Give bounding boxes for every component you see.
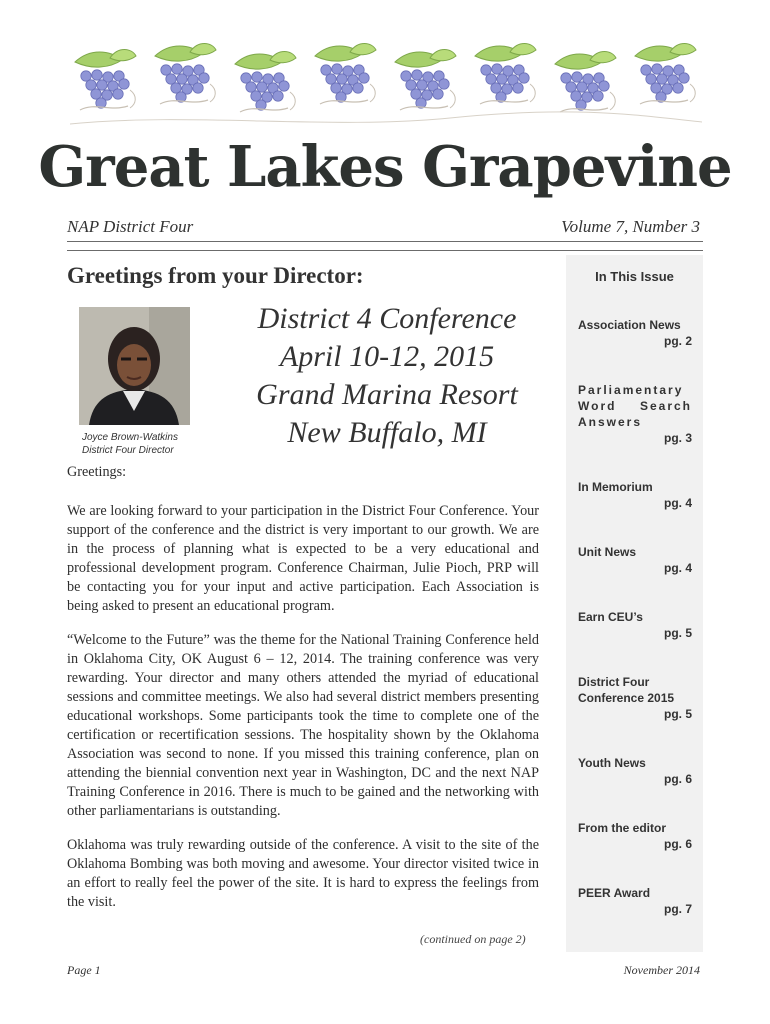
header-rule	[67, 250, 703, 251]
director-photo	[79, 307, 190, 425]
conference-line: Grand Marina Resort	[256, 378, 518, 411]
grapevine-banner	[70, 38, 702, 138]
salutation: Greetings:	[67, 464, 127, 480]
conference-line: April 10-12, 2015	[279, 340, 495, 373]
issue-date: November 2014	[623, 963, 700, 977]
sidebar-item[interactable]: From the editor pg. 6	[578, 821, 692, 851]
sidebar-item[interactable]: Parliamentary Word Search Answers pg. 3	[578, 383, 692, 445]
sidebar-item[interactable]: District Four Conference 2015 pg. 5	[578, 675, 692, 721]
in-this-issue-sidebar	[566, 255, 703, 952]
article-paragraph: “Welcome to the Future” was the theme for the National Training Conference held in Oklahoma City, OK August 6 – 12, 2014. The training conference was very rewarding. Your director and many others attended the myriad of educational sessions and committee meetings. We also had several district members presenting educational workshops. Some participants took the time to complete one of the certification or recertification sessions. The hospitality shown by the Oklahoma Association was second to none. If you missed this training conference, plan on attending the biennial convention next year in Washington, DC and the next NAP Training Conference in 2016. There is much to be gained and the networking with other parliamentarians is outstanding.	[67, 632, 539, 819]
sidebar-item[interactable]: PEER Award pg. 7	[578, 886, 692, 916]
header-rule	[67, 241, 703, 242]
conference-announcement	[242, 300, 532, 452]
grape-cluster-icon	[70, 38, 702, 138]
page-number: Page 1	[67, 963, 101, 977]
continued-note: (continued on page 2)	[420, 932, 526, 946]
sidebar-item[interactable]: Association News pg. 2	[578, 318, 692, 348]
article-paragraph: Oklahoma was truly rewarding outside of the conference. A visit to the site of the Oklahoma Bombing was both moving and awesome. Your director visited twice in an effort to really feel the power of the site. It is hard to express the feelings from the visit.	[67, 837, 539, 910]
conference-line: New Buffalo, MI	[287, 416, 487, 449]
director-heading: Greetings from your Director:	[67, 263, 364, 288]
caption-title: District Four Director	[82, 445, 174, 456]
masthead-title: Great Lakes Grapevine	[38, 134, 732, 200]
sidebar-item[interactable]: Earn CEU’s pg. 5	[578, 610, 692, 640]
district-label: NAP District Four	[67, 217, 194, 236]
caption-name: Joyce Brown-Watkins	[82, 432, 178, 443]
article-paragraph: We are looking forward to your participation in the District Four Conference. Your support of the conference and the district is very important to our growth. We are in the process of planning what is expected to be a very educational and professional development program. Conference Chairman, Julie Pioch, PRP will be contacting you for your input and active participation. Each Association is being asked to present an educational program.	[67, 503, 539, 614]
sidebar-item[interactable]: Youth News pg. 6	[578, 756, 692, 786]
photo-caption	[82, 431, 178, 457]
volume-label: Volume 7, Number 3	[561, 217, 700, 236]
sidebar-item[interactable]: In Memorium pg. 4	[578, 480, 692, 510]
sidebar-item[interactable]: Unit News pg. 4	[578, 545, 692, 575]
sidebar-heading: In This Issue	[595, 269, 674, 284]
conference-line: District 4 Conference	[257, 302, 517, 335]
